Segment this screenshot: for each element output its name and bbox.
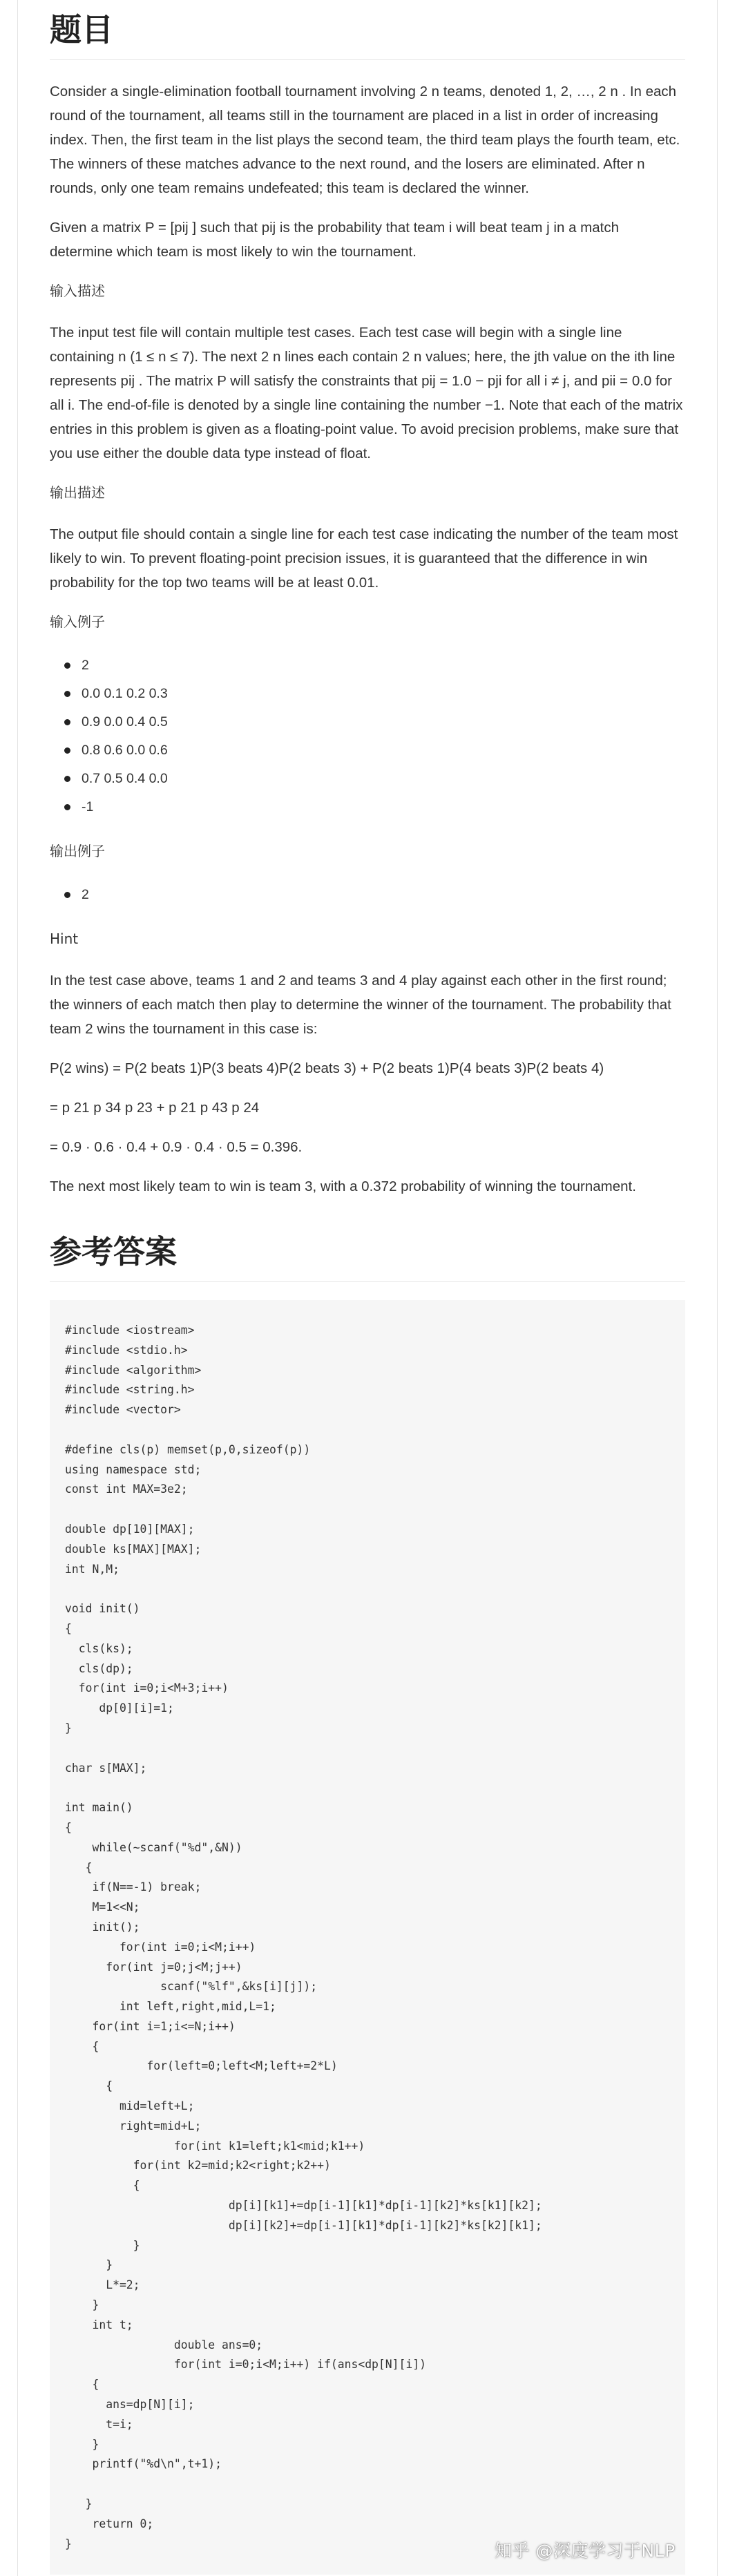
input-description-text: The input test file will contain multiple test cases. Each test case will begin with a single line containing n (1 ≤ n ≤ 7). The next 2 n lines each contain 2 n values; here, the jth value on the ith line represents pij . The matrix P will satisfy the constraints that pij = 1.0 − pji for all i ≠ j, and pii = 0.0 for all i. The end-of-file is denoted by a single line containing the number −1. Note that each of the matrix entries in this problem is given as a floating-point value. To avoid precision problems, make sure that you use either the double data type instead of float.	[50, 325, 683, 461]
code-text: #include <iostream> #include <stdio.h> #include <algorithm> #include <string.h> #include <vector> #define cls(p) memset(p,0,sizeof(p)) using namespace std; const int MAX=3e2; double dp[10][MAX]; double ks[MAX][MAX]; int N,M; void init() { cls(ks); cls(dp); for(int i=0;i<M+3;i++) dp[0][i]=1; } char s[MAX]; int main() { while(~scanf("%d",&N)) { if(N==-1) break; M=1<<N; init(); for(int i=0;i<M;i++) for(int j=0;j<M;j++) scanf("%lf",&ks[i][j]); int left,right,mid,L=1; for(int i=1;i<=N;i++) { for(left=0;left<M;left+=2*L) { mid=left+L; right=mid+L; for(int k1=left;k1<mid;k1++) for(int k2=mid;k2<right;k2++) { dp[i][k1]+=dp[i-1][k1]*dp[i-1][k2]*ks[k1][k2]; dp[i][k2]+=dp[i-1][k1]*dp[i-1][k2]*ks[k2][k1]; } } L*=2; } int t; double ans=0; for(int i=0;i<M;i++) if(ans<dp[N][i]) { ans=dp[N][i]; t=i; } printf("%d\n",t+1); } return 0; }	[65, 1324, 542, 2550]
article	[17, 0, 718, 2576]
list-item: 0.7 0.5 0.4 0.0	[82, 765, 685, 793]
list-item: -1	[82, 793, 685, 821]
hint-formula-1: P(2 wins) = P(2 beats 1)P(3 beats 4)P(2 beats 3) + P(2 beats 1)P(4 beats 3)P(2 beats 4)	[50, 1060, 604, 1076]
hint-label: Hint	[50, 931, 79, 947]
hint-paragraph-2: The next most likely team to win is team 3, with a 0.372 probability of winning the tournament.	[50, 1179, 636, 1194]
sample-output-list	[50, 881, 685, 909]
problem-paragraph-2: Given a matrix P = [pij ] such that pij is the probability that team i will beat team j in a match determine which team is most likely to win the tournament.	[50, 220, 619, 260]
sample-output-label: 输出例子	[50, 843, 105, 859]
sample-input-label: 输入例子	[50, 613, 105, 630]
hint-formula-3: = 0.9 · 0.6 · 0.4 + 0.9 · 0.4 · 0.5 = 0.396.	[50, 1139, 303, 1155]
list-item: 2	[82, 881, 685, 909]
answer-title: 参考答案	[50, 1222, 685, 1282]
output-description-text: The output file should contain a single line for each test case indicating the number of the team most likely to win. To prevent floating-point precision issues, it is guaranteed that the difference in win probability for the top two teams will be at least 0.01.	[50, 526, 678, 591]
hint-formula-2: = p 21 p 34 p 23 + p 21 p 43 p 24	[50, 1100, 260, 1116]
input-description-label: 输入描述	[50, 283, 105, 299]
list-item: 0.9 0.0 0.4 0.5	[82, 708, 685, 736]
output-description-label: 输出描述	[50, 484, 105, 501]
page-title: 题目	[50, 0, 685, 60]
watermark: 知乎 @深度学习于NLP	[495, 2541, 676, 2561]
hint-paragraph-1: In the test case above, teams 1 and 2 and teams 3 and 4 play against each other in the first round; the winners of each match then play to determine the winner of the tournament. The probability that team 2 wins the tournament in this case is:	[50, 973, 671, 1037]
problem-paragraph-1: Consider a single-elimination football tournament involving 2 n teams, denoted 1, 2, …, 2 n . In each round of the tournament, all teams still in the tournament are placed in a list in order of increasing index. Then, the first team in the list plays the second team, the third team plays the fourth team, etc. The winners of these matches advance to the next round, and the losers are eliminated. After n rounds, only one team remains undefeated; this team is declared the winner.	[50, 84, 680, 196]
list-item: 0.0 0.1 0.2 0.3	[82, 680, 685, 708]
list-item: 0.8 0.6 0.0 0.6	[82, 736, 685, 765]
list-item: 2	[82, 651, 685, 680]
code-block	[50, 1300, 685, 2575]
sample-input-list	[50, 651, 685, 821]
